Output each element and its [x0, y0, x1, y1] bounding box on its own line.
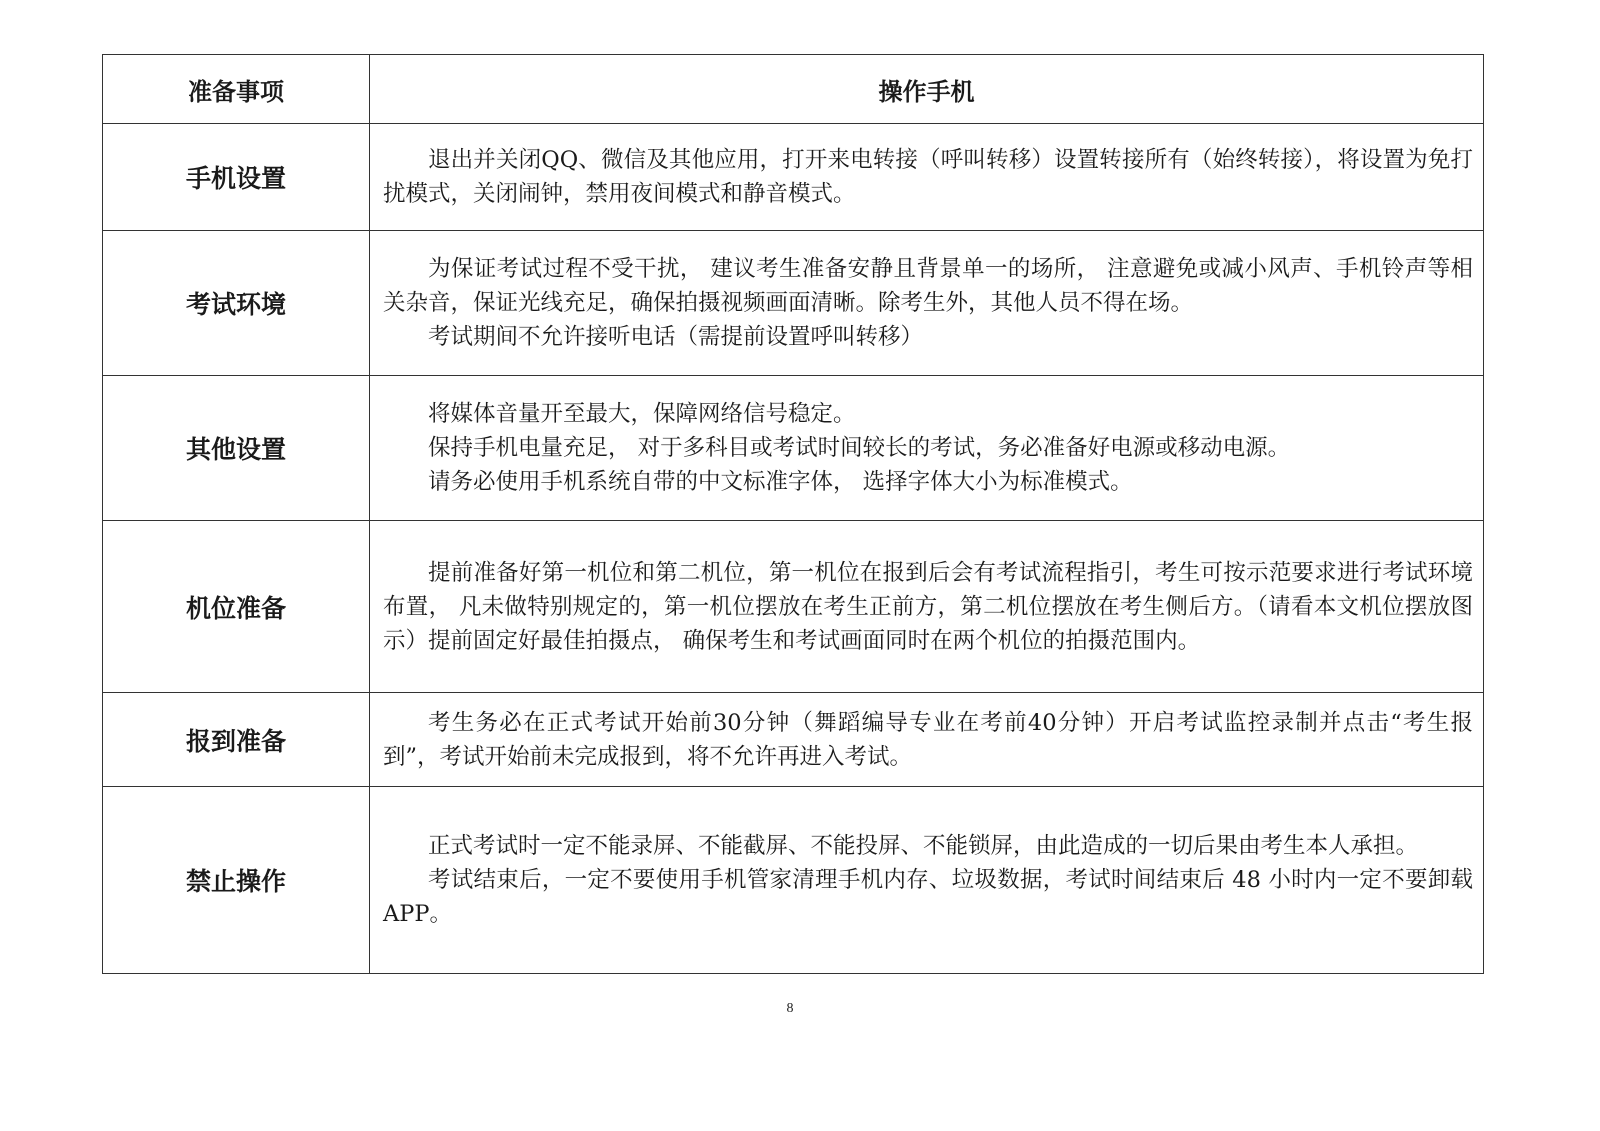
- content-paragraph: 考试结束后，一定不要使用手机管家清理手机内存、垃圾数据，考试时间结束后 48 小时内一定不要卸载APP。: [383, 867, 1473, 927]
- content-paragraph: 退出并关闭QQ、微信及其他应用，打开来电转接（呼叫转移）设置转接所有（始终转接），将设置为免打扰模式，关闭闹钟，禁用夜间模式和静音模式。: [383, 147, 1473, 207]
- row-content-exam-environment: [370, 231, 1484, 376]
- content-paragraph: 正式考试时一定不能录屏、不能截屏、不能投屏、不能锁屏，由此造成的一切后果由考生本人承担。: [428, 833, 1419, 859]
- row-label-prohibited-operations: 禁止操作: [103, 787, 370, 974]
- content-paragraph: 将媒体音量开至最大，保障网络信号稳定。: [428, 401, 856, 427]
- content-paragraph: 为保证考试过程不受干扰， 建议考生准备安静且背景单一的场所， 注意避免或减小风声、手机铃声等相关杂音，保证光线充足，确保拍摄视频画面清晰。除考生外，其他人员不得在场。: [383, 256, 1473, 316]
- preparation-table: [102, 54, 1484, 974]
- row-label-check-in: 报到准备: [103, 693, 370, 787]
- header-prep-item: 准备事项: [103, 55, 370, 124]
- table-row: [103, 521, 1484, 693]
- row-content-other-settings: [370, 376, 1484, 521]
- row-label-camera-position: 机位准备: [103, 521, 370, 693]
- row-content-camera-position: [370, 521, 1484, 693]
- row-label-phone-settings: 手机设置: [103, 124, 370, 231]
- row-label-other-settings: 其他设置: [103, 376, 370, 521]
- content-paragraph: 请务必使用手机系统自带的中文标准字体， 选择字体大小为标准模式。: [428, 469, 1133, 495]
- page-number: 8: [786, 1001, 794, 1016]
- table-row: [103, 231, 1484, 376]
- content-paragraph: 考生务必在正式考试开始前30分钟（舞蹈编导专业在考前40分钟）开启考试监控录制并点击“考生报到”，考试开始前未完成报到，将不允许再进入考试。: [383, 709, 1473, 770]
- table-header-row: [103, 55, 1484, 124]
- content-paragraph: 考试期间不允许接听电话（需提前设置呼叫转移）: [428, 324, 924, 350]
- row-content-prohibited-operations: [370, 787, 1484, 974]
- table-row: [103, 124, 1484, 231]
- table-row: [103, 376, 1484, 521]
- row-label-exam-environment: 考试环境: [103, 231, 370, 376]
- content-paragraph: 提前准备好第一机位和第二机位，第一机位在报到后会有考试流程指引，考生可按示范要求进行考试环境布置， 凡未做特别规定的，第一机位摆放在考生正前方，第二机位摆放在考生侧后方。（请看本文机位摆放图示）提前固定好最佳拍摄点， 确保考生和考试画面同时在两个机位的拍摄范围内。: [383, 559, 1473, 654]
- row-content-check-in: [370, 693, 1484, 787]
- content-paragraph: 保持手机电量充足， 对于多科目或考试时间较长的考试，务必准备好电源或移动电源。: [428, 435, 1291, 461]
- row-content-phone-settings: [370, 124, 1484, 231]
- header-operate-phone: 操作手机: [370, 55, 1484, 124]
- table-row: [103, 787, 1484, 974]
- table-row: [103, 693, 1484, 787]
